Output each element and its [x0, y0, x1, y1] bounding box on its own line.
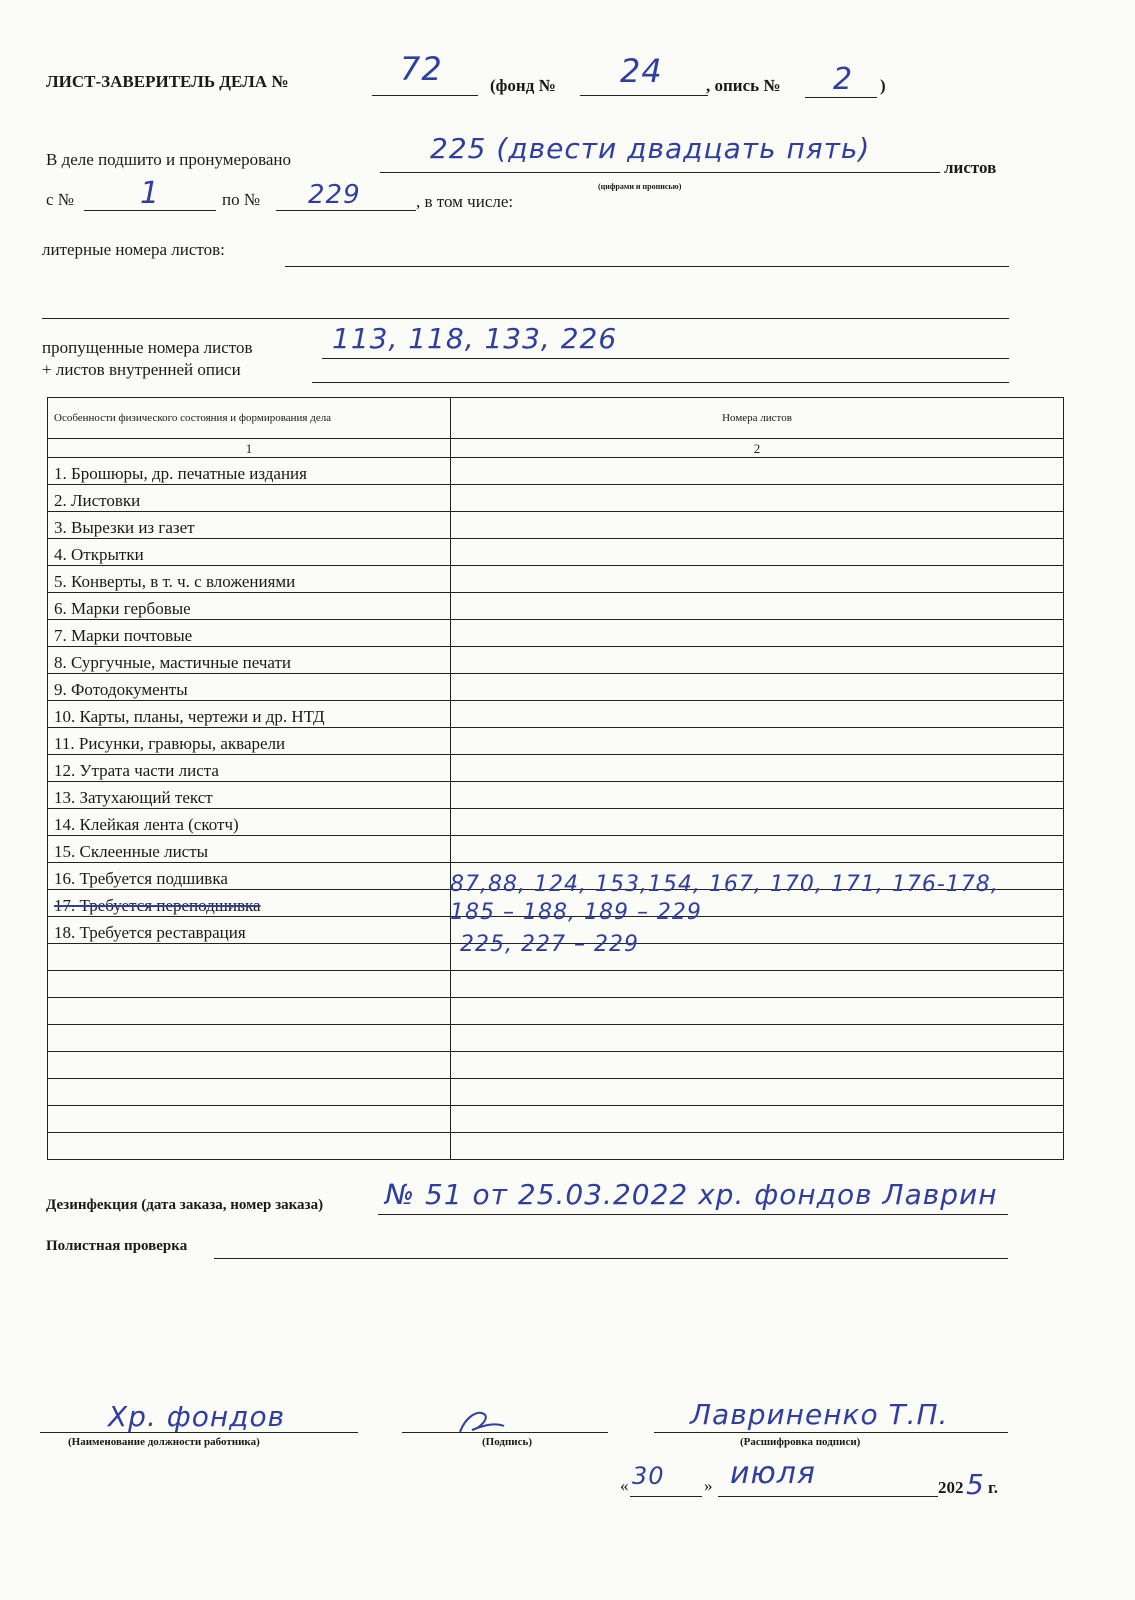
signature-line	[402, 1432, 608, 1433]
condition-label	[48, 944, 451, 971]
fond-number-line	[580, 95, 708, 96]
disinfection-value: № 51 от 25.03.2022 хр. фондов Лаврин	[385, 1178, 998, 1211]
signature-caption: (Подпись)	[482, 1436, 533, 1448]
sheet-numbers-cell	[451, 971, 1064, 998]
col1-header: Особенности физического состояния и формирования дела	[48, 398, 451, 439]
opis-number-line	[805, 97, 877, 98]
binding-numbers-line3: 225, 227 – 229	[460, 932, 639, 957]
condition-label: 2. Листовки	[48, 485, 451, 512]
literal-numbers-label: литерные номера листов:	[42, 240, 225, 259]
sheet-numbers-cell	[451, 539, 1064, 566]
condition-label	[48, 1133, 451, 1160]
inner-inventory-label: + листов внутренней описи	[42, 360, 241, 379]
table-row	[48, 1025, 1064, 1052]
condition-label: 14. Клейкая лента (скотч)	[48, 809, 451, 836]
condition-label: 8. Сургучные, мастичные печати	[48, 647, 451, 674]
condition-label: 16. Требуется подшивка	[48, 863, 451, 890]
position-line	[40, 1432, 358, 1433]
condition-label: 10. Карты, планы, чертежи и др. НТД	[48, 701, 451, 728]
disinfection-label: Дезинфекция (дата заказа, номер заказа)	[46, 1197, 324, 1213]
opis-number-value: 2	[833, 62, 854, 97]
missing-numbers-value: 113, 118, 133, 226	[332, 322, 618, 355]
sheet-numbers-cell	[451, 809, 1064, 836]
opis-label: , опись №	[706, 76, 781, 95]
sheet-numbers-cell	[451, 1079, 1064, 1106]
name-caption: (Расшифровка подписи)	[740, 1436, 861, 1448]
date-month: июля	[730, 1456, 816, 1491]
condition-label: 9. Фотодокументы	[48, 674, 451, 701]
date-close-quote: »	[704, 1476, 713, 1495]
date-open-quote: «	[620, 1476, 629, 1495]
sheet-numbers-cell	[451, 485, 1064, 512]
table-row	[48, 782, 1064, 809]
sheets-hint: (цифрами и прописью)	[598, 182, 682, 191]
table-row	[48, 1052, 1064, 1079]
fond-number-value: 24	[620, 52, 663, 90]
sheet-check-line	[214, 1258, 1008, 1259]
col2-number: 2	[451, 439, 1064, 458]
table-row	[48, 512, 1064, 539]
date-day-line	[630, 1496, 702, 1497]
sheet-numbers-cell	[451, 1133, 1064, 1160]
sheet-numbers-cell	[451, 701, 1064, 728]
sheet-numbers-cell	[451, 782, 1064, 809]
sheet-numbers-cell	[451, 647, 1064, 674]
case-number-line	[372, 95, 478, 96]
table-row	[48, 701, 1064, 728]
sheet-numbers-cell	[451, 998, 1064, 1025]
sheet-numbers-cell	[451, 1052, 1064, 1079]
sheets-label: В деле подшито и пронумеровано	[46, 150, 292, 169]
condition-label: 18. Требуется реставрация	[48, 917, 451, 944]
literal-numbers-line	[285, 266, 1009, 267]
table-row	[48, 998, 1064, 1025]
fond-label: (фонд №	[490, 76, 556, 95]
position-caption: (Наименование должности работника)	[68, 1436, 260, 1448]
condition-label: 15. Склеенные листы	[48, 836, 451, 863]
condition-label: 13. Затухающий текст	[48, 782, 451, 809]
table-row	[48, 1079, 1064, 1106]
sheet-numbers-cell	[451, 836, 1064, 863]
position-value: Хр. фондов	[108, 1400, 286, 1433]
table-row	[48, 836, 1064, 863]
condition-label	[48, 1052, 451, 1079]
document-title: ЛИСТ-ЗАВЕРИТЕЛЬ ДЕЛА №	[46, 72, 289, 91]
col1-number: 1	[48, 439, 451, 458]
table-number-row	[48, 439, 1064, 458]
sheet-numbers-cell	[451, 674, 1064, 701]
to-value: 229	[308, 180, 361, 210]
sheets-value: 225 (двести двадцать пять)	[430, 132, 871, 165]
condition-label	[48, 1106, 451, 1133]
table-row	[48, 971, 1064, 998]
condition-table	[47, 397, 1064, 1160]
table-row	[48, 1133, 1064, 1160]
from-label: с №	[46, 190, 75, 209]
header-close-paren: )	[880, 76, 886, 95]
condition-label: 17. Требуется переподшивка	[48, 890, 451, 917]
including-label: , в том числе:	[416, 192, 514, 211]
binding-numbers-line1: 87,88, 124, 153,154, 167, 170, 171, 176-178,	[450, 872, 999, 897]
sheet-numbers-cell	[451, 566, 1064, 593]
condition-label: 1. Брошюры, др. печатные издания	[48, 458, 451, 485]
sheet-numbers-cell	[451, 593, 1064, 620]
case-number-value: 72	[400, 50, 443, 88]
table-row	[48, 1106, 1064, 1133]
condition-label: 12. Утрата части листа	[48, 755, 451, 782]
condition-label: 5. Конверты, в т. ч. с вложениями	[48, 566, 451, 593]
to-label: по №	[222, 190, 261, 209]
condition-label	[48, 971, 451, 998]
date-day: 30	[632, 1462, 665, 1490]
table-row	[48, 485, 1064, 512]
table-row	[48, 620, 1064, 647]
from-value: 1	[140, 176, 161, 211]
missing-numbers-line	[322, 358, 1009, 359]
condition-label	[48, 1079, 451, 1106]
missing-numbers-label: пропущенные номера листов	[42, 338, 253, 357]
date-year-digit: 5	[966, 1468, 985, 1501]
sheet-numbers-cell	[451, 512, 1064, 539]
table-row	[48, 458, 1064, 485]
table-row	[48, 593, 1064, 620]
literal-numbers-line-2	[42, 318, 1009, 319]
table-row	[48, 539, 1064, 566]
name-line	[654, 1432, 1008, 1433]
date-year-prefix: 202	[938, 1478, 964, 1497]
col2-header: Номера листов	[451, 398, 1064, 439]
condition-label: 6. Марки гербовые	[48, 593, 451, 620]
sheet-numbers-cell	[451, 458, 1064, 485]
condition-label: 4. Открытки	[48, 539, 451, 566]
sheet-check-label: Полистная проверка	[46, 1238, 188, 1254]
sheets-line	[380, 172, 940, 173]
name-value: Лавриненко Т.П.	[690, 1398, 949, 1431]
condition-label: 7. Марки почтовые	[48, 620, 451, 647]
sheet-numbers-cell	[451, 620, 1064, 647]
inner-inventory-line	[312, 382, 1009, 383]
condition-label	[48, 998, 451, 1025]
sheet-numbers-cell	[451, 1025, 1064, 1052]
binding-numbers-line2: 185 – 188, 189 – 229	[450, 900, 702, 925]
condition-label: 11. Рисунки, гравюры, акварели	[48, 728, 451, 755]
table-header-row	[48, 398, 1064, 439]
table-row	[48, 647, 1064, 674]
table-row	[48, 809, 1064, 836]
table-row	[48, 755, 1064, 782]
sheet-numbers-cell	[451, 755, 1064, 782]
date-year-suffix: г.	[988, 1478, 999, 1497]
table-row	[48, 728, 1064, 755]
sheet-numbers-cell	[451, 1106, 1064, 1133]
date-month-line	[718, 1496, 938, 1497]
table-row	[48, 674, 1064, 701]
disinfection-line	[378, 1214, 1008, 1215]
condition-label: 3. Вырезки из газет	[48, 512, 451, 539]
sheet-numbers-cell	[451, 728, 1064, 755]
to-line	[276, 210, 416, 211]
sheets-suffix: листов	[944, 158, 997, 177]
condition-label	[48, 1025, 451, 1052]
table-row	[48, 566, 1064, 593]
